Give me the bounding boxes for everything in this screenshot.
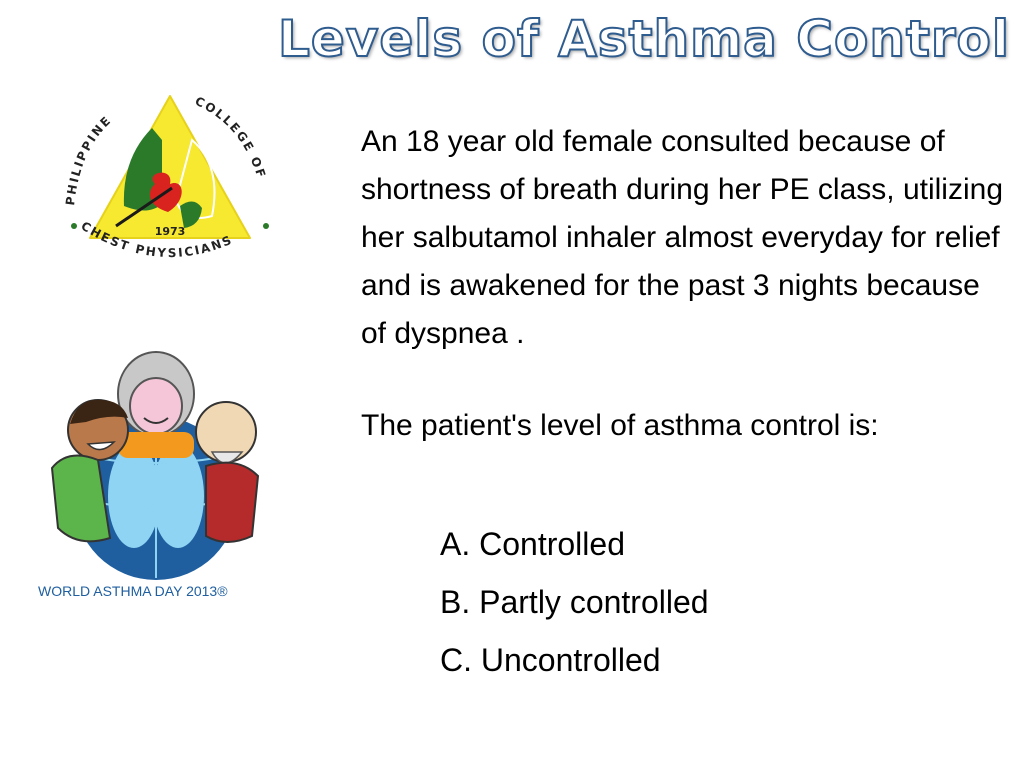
answer-options [440, 520, 709, 694]
svg-text:PHILIPPINE [63, 113, 114, 206]
option-a[interactable]: A. Controlled [440, 526, 625, 562]
option-c[interactable]: C. Uncontrolled [440, 642, 661, 678]
question-text: The patient's level of asthma control is: [361, 409, 879, 442]
pccp-arc-top-right: COLLEGE OF [192, 93, 269, 181]
world-asthma-day-logo [38, 348, 278, 583]
case-description-block [361, 118, 1006, 450]
pccp-arc-top-left: PHILIPPINE [63, 112, 115, 207]
slide-title: Levels of Asthma Control [278, 10, 1010, 68]
pccp-arc-bottom: CHEST PHYSICIANS [78, 218, 236, 261]
case-text: An 18 year old female consulted because of shortness of breath during her PE class, utilizing her salbutamol inhaler almost everyday for relief and is awakened for the past 3 nights because of dyspnea . [361, 125, 1003, 350]
pccp-year: 1973 [154, 225, 186, 238]
middle-face [130, 378, 182, 434]
option-b[interactable]: B. Partly controlled [440, 584, 709, 620]
world-asthma-day-caption: WORLD ASTHMA DAY 2013® [38, 583, 228, 599]
pccp-logo [52, 88, 282, 278]
